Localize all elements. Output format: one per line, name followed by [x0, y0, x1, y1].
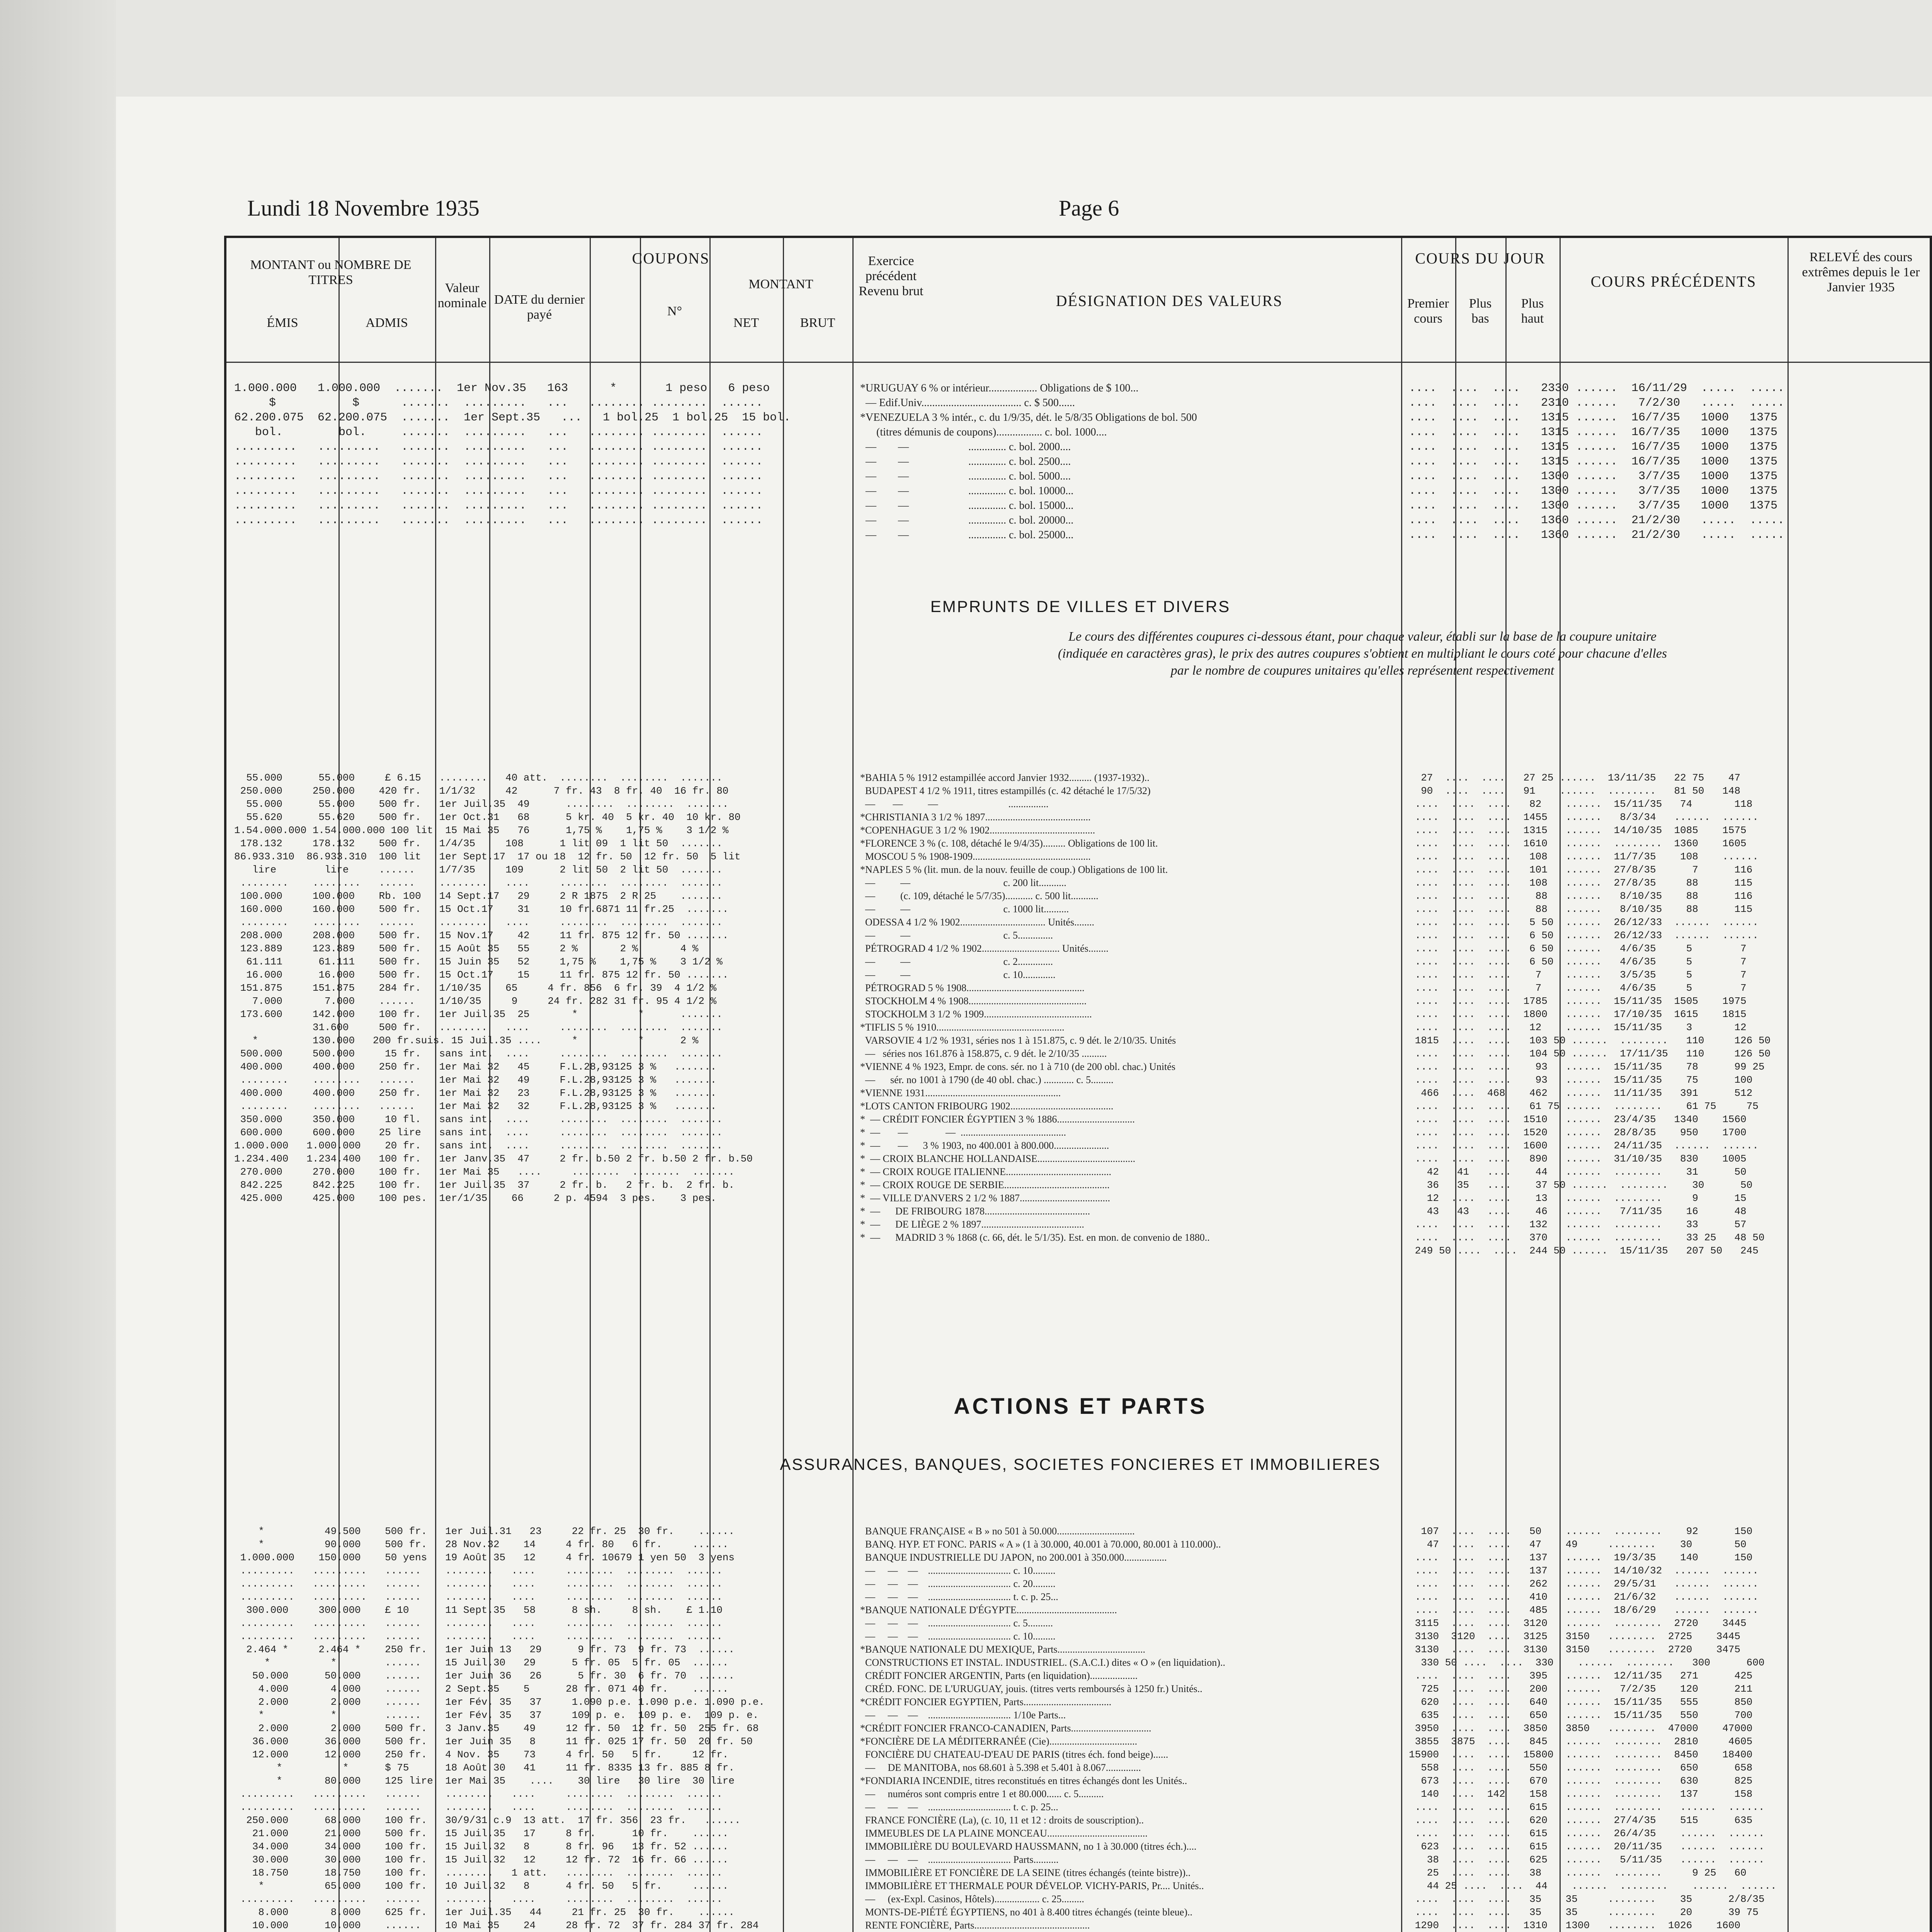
col-net: NET [733, 316, 759, 330]
col-releve: RELEVÉ des cours extrêmes depuis le 1er Janvier 1935 [1802, 250, 1920, 295]
col-admis: ADMIS [366, 316, 408, 330]
rule [1401, 238, 1402, 1932]
col-plus-haut: Plus haut [1521, 296, 1544, 326]
rule [1787, 238, 1789, 1932]
section-assurances: ASSURANCES, BANQUES, SOCIETES FONCIERES ET IMMOBILIERES [780, 1455, 1381, 1473]
col-exercice: Exercice précédent Revenu brut [859, 254, 923, 299]
col-brut: BRUT [800, 316, 835, 330]
block3-designation: BANQUE FRANÇAISE « B » no 501 à 50.000............................... BANQ. HYP. ET FONC. PARIS « A » (1 à 30.000, 40.001 à 70.000, 80.001 à 110.000).. BANQUE INDUSTRIELLE DU JAPON, no 200.001 à 350.000................. — — — ................................. c. 10......... — — — ................................. c. 20......... — — — ................................. t. c. p. 25... *BANQUE NATIONALE D'ÉGYPTE........................................ — — — ................................. c. 5.......... — — — ................................. c. 10......... *BANQUE NATIONALE DU MEXIQUE, Parts................................... CONSTRUCTIONS ET INSTAL. INDUSTRIEL. (S.A.C.I.) dites « O » (en liquidation).. CRÉDIT FONCIER ARGENTIN, Parts (en liquidation)................... CRÉD. FONC. DE L'URUGUAY, jouis. (titres verts remboursés à 1250 fr.) Unités.. *CRÉDIT FONCIER EGYPTIEN, Parts................................... — — — ................................. 1/10e Parts... *CRÉDIT FONCIER FRANCO-CANADIEN, Parts................................ *FONCIÈRE DE LA MÉDITERRANÉE (Cie)................................... FONCIÈRE DU CHATEAU-D'EAU DE PARIS (titres éch. fond beige)...... — DE MANITOBA, nos 68.601 à 5.398 et 5.401 à 8.067.............. *FONDIARIA INCENDIE, titres reconstitués en titres échangés dont les Unités.. — numéros sont compris entre 1 et 80.000...... c. 5.......... — — — ................................. t. c. p. 25... FRANCE FONCIÈRE (La), (c. 10, 11 et 12 : droits de souscription).. IMMEUBLES DE LA PLAINE MONCEAU........................................ IMMOBILIÈRE DU BOULEVARD HAUSSMANN, no 1 à 30.000 (titres éch.).... — — — ................................. Parts.......... IMMOBILIÈRE ET FONCIÈRE DE LA SEINE (titres échangés (teinte bistre)).. IMMOBILIÈRE ET THERMALE POUR DÉVELOP. VICHY-PARIS, Pr.... Unités.. — (ex-Expl. Casinos, Hôtels).................. c. 25......... MONTS-DE-PIÉTÉ ÉGYPTIENS, no 401 à 8.400 titres échangés (teinte bleue).. RENTE FONCIÈRE, Parts.............................................. [860, 1526, 1225, 1931]
col-num: N° [667, 304, 682, 318]
block1-right: .... .... .... 2330 ...... 16/11/29 ..... ..... .... .... .... 2310 ...... 7/2/30 ..... ..... .... .... .... 1315 ...... 16/7/35 1000 1375 .... .... .... 1315 ...... 16/7/35 1000 1375 .... .... .... 1315 ...... 16/7/35 1000 1375 .... .... .... 1315 ...... 16/7/35 1000 1375 .... .... .... 1300 ...... 3/7/35 1000 1375 .... .... .... 1300 ...... 3/7/35 1000 1375 .... .... .... 1300 ...... 3/7/35 1000 1375 .... .... .... 1360 ...... 21/2/30 ..... ..... .... .... .... 1360 ...... 21/2/30 ..... ..... [1409, 382, 1785, 542]
col-montant: MONTANT ou NOMBRE DE TITRES [250, 258, 412, 287]
block1-left: 1.000.000 1.000.000 ....... 1er Nov.35 163 * 1 peso 6 peso $ $ ....... ......... ... ........ ........ ...... 62.200.075 62.200.075 ....... 1er Sept.35 ... 1 bol.25 1 bol.25 15 bol. bol. bol. ....... ......... ... ........ ........ ...... ......... ......... ....... ......... ... ........ ........ ...... ......... ......... ....... ......... ... ........ ........ ...... ......... ......... ....... ......... ... ........ ........ ...... ......... ......... ....... ......... ... ........ ........ ...... ......... ......... ....... ......... ... ........ ........ ...... ......... ......... ....... ......... ... ........ ........ ...... [234, 382, 791, 527]
block3-right: 107 .... .... 50 ...... ........ 92 150 47 .... .... 47 49 ........ 30 50 .... .... .... 137 ...... 19/3/35 140 150 .... .... .... 137 ...... 14/10/32 ...... ...... .... .... .... 262 ...... 29/5/31 ...... ...... .... .... .... 410 ...... 21/6/32 ...... ...... .... .... .... 485 ...... 18/6/29 ...... ...... 3115 .... .... 3120 ...... ........ 2720 3445 3130 3120 .... 3125 3150 ........ 2725 3445 3130 .... .... 3130 3150 ........ 2720 3475 330 50 .... .... 330 ...... ........ 300 600 .... .... .... 395 ...... 12/11/35 271 425 725 .... .... 200 ...... 7/2/35 120 211 620 .... .... 640 ...... 15/11/35 555 850 635 .... .... 650 ...... 15/11/35 550 700 3950 .... .... 3850 3850 ........ 47000 47000 3855 3875 .... 845 ...... ........ 2810 4605 15900 .... .... 15800 ...... ........ 8450 18400 558 .... .... 550 ...... ........ 650 658 673 .... .... 670 ...... ........ 630 825 140 .... 142 158 ...... ........ 137 158 .... .... .... 615 ...... ........ ...... ...... .... .... .... 620 ...... 27/4/35 515 635 .... .... .... 615 ...... 26/4/35 ...... ...... 623 .... .... 615 ...... 20/11/35 ...... ...... 38 .... .... 625 ...... 5/11/35 ...... ...... 25 .... .... 38 ...... ........ 9 25 60 44 25 .... .... 44 ...... ........ ...... ...... .... .... .... 35 35 ........ 35 2/8/35 .... .... .... 35 35 ........ 20 39 75 1290 .... .... 1310 1300 ........ 1026 1600 [1409, 1526, 1777, 1931]
rule [852, 238, 854, 1932]
col-coupons: COUPONS [632, 250, 710, 267]
section-actions: ACTIONS ET PARTS [954, 1394, 1207, 1419]
block3-left: * 49.500 500 fr. 1er Juil.31 23 22 fr. 25 30 fr. ...... * 90.000 500 fr. 28 Nov.32 14 4 fr. 80 6 fr. ...... 1.000.000 150.000 50 yens 19 Août 35 12 4 fr. 10679 1 yen 50 3 yens ......... ......... ...... ........ .... ........ ........ ...... ......... ......... ...... ........ .... ........ ........ ...... ......... ......... ...... ........ .... ........ ........ ...... 300.000 300.000 £ 10 11 Sept.35 58 8 sh. 8 sh. £ 1.10 ......... ......... ...... ........ .... ........ ........ ...... ......... ......... ...... ........ .... ........ ........ ...... 2.464 * 2.464 * 250 fr. 1er Juin 13 29 9 fr. 73 9 fr. 73 ...... * * ...... 15 Juil.30 29 5 fr. 05 5 fr. 05 ...... 50.000 50.000 ...... 1er Juin 36 26 5 fr. 30 6 fr. 70 ...... 4.000 4.000 ...... 2 Sept.35 5 28 fr. 071 40 fr. ...... 2.000 2.000 ...... 1er Fév. 35 37 1.090 p.e. 1.090 p.e. 1.090 p.e. * * ...... 1er Fév. 35 37 109 p. e. 109 p. e. 109 p. e. 2.000 2.000 500 fr. 3 Janv.35 49 12 fr. 50 12 fr. 50 255 fr. 68 36.000 36.000 500 fr. 1er Juin 35 8 11 fr. 025 17 fr. 50 20 fr. 50 12.000 12.000 250 fr. 4 Nov. 35 73 4 fr. 50 5 fr. 12 fr. * * $ 75 18 Août 30 41 11 fr. 8335 13 fr. 885 8 fr. * 80.000 125 lire 1er Mai 35 .... 30 lire 30 lire 30 lire ......... ......... ...... ........ .... ........ ........ ...... ......... ......... ...... ........ .... ........ ........ ...... 250.000 68.000 100 fr. 30/9/31 c.9 13 att. 17 fr. 356 23 fr. ...... 21.000 21.000 500 fr. 15 Juil.35 17 8 fr. 10 fr. ...... 34.000 34.000 100 fr. 15 Juil.32 8 8 fr. 96 13 fr. 52 ...... 30.000 30.000 100 fr. 15 Juil.32 12 12 fr. 72 16 fr. 66 ...... 18.750 18.750 100 fr. ........ 1 att. ........ ........ ...... * 65.000 100 fr. 10 Juil.32 8 4 fr. 50 5 fr. ...... ......... ......... ...... ........ .... ........ ........ ...... 8.000 8.000 625 fr. 1er Juil.35 44 21 fr. 25 30 fr. ...... 10.000 10.000 ...... 10 Mai 35 24 28 fr. 72 37 fr. 284 37 fr. 284 [240, 1526, 765, 1931]
col-montant-coupon: MONTANT [748, 277, 813, 291]
col-plus-bas: Plus bas [1469, 296, 1492, 326]
col-designation: DÉSIGNATION DES VALEURS [1056, 292, 1283, 310]
col-valeur: Valeur nominale [437, 281, 487, 311]
block2-left: 55.000 55.000 £ 6.15 ........ 40 att. ........ ........ ....... 250.000 250.000 420 fr. 1/1/32 42 7 fr. 43 8 fr. 40 16 fr. 80 55.000 55.000 500 fr. 1er Juil.35 49 ........ ........ ....... 55.620 55.620 500 fr. 1er Oct.31 68 5 kr. 40 5 kr. 40 10 kr. 80 1.54.000.000 1.54.000.000 100 lit 15 Mai 35 76 1,75 % 1,75 % 3 1/2 % 178.132 178.132 500 fr. 1/4/35 108 1 lit 09 1 lit 50 ....... 86.933.310 86.933.310 100 lit 1er Sept.17 17 ou 18 12 fr. 50 12 fr. 50 5 lit lire lire ...... 1/7/35 109 2 lit 50 2 lit 50 ....... ........ ........ ...... ........ .... ........ ........ ....... 100.000 100.000 Rb. 100 14 Sept.17 29 2 R 1875 2 R 25 ....... 160.000 160.000 500 fr. 15 Oct.17 31 10 fr.6871 11 fr.25 ....... ........ ........ ...... ........ .... ........ ........ ....... 208.000 208.000 500 fr. 15 Nov.17 42 11 fr. 875 12 fr. 50 ....... 123.889 123.889 500 fr. 15 Août 35 55 2 % 2 % 4 % 61.111 61.111 500 fr. 15 Juin 35 52 1,75 % 1,75 % 3 1/2 % 16.000 16.000 500 fr. 15 Oct.17 15 11 fr. 875 12 fr. 50 ....... 151.875 151.875 284 fr. 1/10/35 65 4 fr. 856 6 fr. 39 4 1/2 % 7.000 7.000 ...... 1/10/35 9 24 fr. 282 31 fr. 95 4 1/2 % 173.600 142.000 100 fr. 1er Juil.35 25 * * ....... 31.600 500 fr. ........ .... ........ ........ ....... * 130.000 200 fr.suis. 15 Juil.35 .... * * 2 % 500.000 500.000 15 fr. sans int. .... ........ ........ ....... 400.000 400.000 250 fr. 1er Mai 32 45 F.L.28,93125 3 % ....... ........ ........ ...... 1er Mai 32 49 F.L.28,93125 3 % ....... 400.000 400.000 250 fr. 1er Mai 32 23 F.L.28,93125 3 % ....... ........ ........ ...... 1er Mai 32 32 F.L.28,93125 3 % ....... 350.000 350.000 10 fl. sans int. .... ........ ........ ....... 600.000 600.000 25 lire sans int. .... ........ ........ ....... 1.000.000 1.000.000 20 fr. sans int. .... ........ ........ ....... 1.234.400 1.234.400 100 fr. 1er Janv.35 47 2 fr. b.50 2 fr. b.50 2 fr. b.50 270.000 270.000 100 fr. 1er Mai 35 .... ........ ........ ....... 842.225 842.225 100 fr. 1er Juil.35 37 2 fr. b. 2 fr. b. 2 fr. b. 425.000 425.000 100 pes. 1er/1/35 66 2 p. 4594 3 pes. 3 pes. [234, 772, 753, 1204]
col-premier: Premier cours [1407, 296, 1449, 326]
col-date: DATE du dernier payé [494, 293, 585, 322]
col-emis: ÉMIS [267, 316, 298, 330]
block2-designation: *BAHIA 5 % 1912 estampillée accord Janvier 1932......... (1937-1932).. BUDAPEST 4 1/2 % 1911, titres estampillés (c. 42 détaché le 17/5/32) — — — ................ *CHRISTIANIA 3 1/2 % 1897.......................................... *COPENHAGUE 3 1/2 % 1902.......................................... *FLORENCE 3 % (c. 108, détaché le 9/4/35)......... Obligations de 100 lit. MOSCOU 5 % 1908-1909............................................... *NAPLES 5 % (lit. mun. de la nouv. feuille de coup.) Obligations de 100 lit. — — c. 200 lit........... — (c. 109, détaché le 5/7/35)........... c. 500 lit........... — — c. 1000 lit.......... ODESSA 4 1/2 % 1902.................................. Unités........ — — c. 5.............. PÉTROGRAD 4 1/2 % 1902............................... Unités........ — — c. 2.............. — — c. 10............. PÉTROGRAD 5 % 1908............................................... STOCKHOLM 4 % 1908............................................... STOCKHOLM 3 1/2 % 1909........................................... *TIFLIS 5 % 1910................................................... VARSOVIE 4 1/2 % 1931, séries nos 1 à 151.875, c. 9 dét. le 2/10/35. Unités — séries nos 161.876 à 158.875, c. 9 dét. le 2/10/35 .......... *VIENNE 4 % 1923, Empr. de cons. sér. no 1 à 710 (de 200 obl. chac.) Unités — sér. no 1001 à 1790 (de 40 obl. chac.) ............ c. 5......... *VIENNE 1931...................................................... *LOTS CANTON FRIBOURG 1902......................................... * — CRÉDIT FONCIER ÉGYPTIEN 3 % 1886............................... * — — — .......................................... * — — 3 % 1903, no 400.001 à 800.000...................... * — CROIX BLANCHE HOLLANDAISE....................................... * — CROIX ROUGE ITALIENNE.......................................... * — CROIX ROUGE DE SERBIE.......................................... * — VILLE D'ANVERS 2 1/2 % 1887.................................... * — DE FRIBOURG 1878.......................................... * — DE LIÈGE 2 % 1897......................................... * — MADRID 3 % 1868 (c. 66, dét. le 5/1/35). Est. en mon. de convenio de 1880.. [860, 772, 1210, 1243]
header-rule [226, 362, 1930, 363]
page-number: Page 6 [1059, 196, 1119, 221]
block2-right: 27 .... .... 27 25 ...... 13/11/35 22 75 47 90 .... .... 91 ...... ........ 81 50 148 .... .... .... 82 ...... 15/11/35 74 118 .... .... .... 1455 ...... 8/3/34 ...... ...... .... .... .... 1315 ...... 14/10/35 1085 1575 .... .... .... 1610 ...... ........ 1360 1605 .... .... .... 108 ...... 11/7/35 108 ...... .... .... .... 101 ...... 27/8/35 7 116 .... .... .... 108 ...... 27/8/35 88 115 .... .... .... 88 ...... 8/10/35 88 116 .... .... .... 88 ...... 8/10/35 88 115 .... .... .... 5 50 ...... 26/12/33 ...... ...... .... .... .... 6 50 ...... 26/12/33 ...... ...... .... .... .... 6 50 ...... 4/6/35 5 7 .... .... .... 6 50 ...... 4/6/35 5 7 .... .... .... 7 ...... 3/5/35 5 7 .... .... .... 7 ...... 4/6/35 5 7 .... .... .... 1785 ...... 15/11/35 1505 1975 .... .... .... 1800 ...... 17/10/35 1615 1815 .... .... .... 12 ...... 15/11/35 3 12 1815 .... .... 103 50 ...... ........ 110 126 50 .... .... .... 104 50 ...... 17/11/35 110 126 50 .... .... .... 93 ...... 15/11/35 78 99 25 .... .... .... 93 ...... 15/11/35 75 100 466 .... 468 462 ...... 11/11/35 391 512 .... .... .... 61 75 ...... ........ 61 75 75 .... .... .... 1510 ...... 23/4/35 1340 1560 .... .... .... 1520 ...... 28/8/35 950 1700 .... .... .... 1600 ...... 24/11/35 ...... ...... .... .... .... 890 ...... 31/10/35 830 1005 42 41 .... 44 ...... ........ 31 50 36 35 .... 37 50 ...... ........ 30 50 12 .... .... 13 ...... ........ 9 15 43 43 .... 46 ...... 7/11/35 16 48 .... .... .... 132 ...... ........ 33 57 .... .... .... 370 ...... ........ 33 25 48 50 249 50 .... .... 244 50 ...... 15/11/35 207 50 245 [1415, 772, 1771, 1257]
section-emprunts: EMPRUNTS DE VILLES ET DIVERS [930, 597, 1231, 616]
scan-margin-left [0, 0, 116, 1932]
quotation-table [224, 236, 1932, 1932]
col-cours-jour: COURS DU JOUR [1415, 250, 1546, 267]
block1-designation: *URUGUAY 6 % or intérieur.................. Obligations de $ 100... — Edif.Univ..................................... c. $ 500...... *VENEZUELA 3 % intér., c. du 1/9/35, dét. le 5/8/35 Obligations de bol. 500 (titres démunis de coupons)................. c. bol. 1000.... — — .............. c. bol. 2000.... — — .............. c. bol. 2500.... — — .............. c. bol. 5000.... — — .............. c. bol. 10000... — — .............. c. bol. 15000... — — .............. c. bol. 20000... — — .............. c. bol. 25000... [860, 382, 1197, 541]
col-cours-precedents: COURS PRÉCÉDENTS [1590, 273, 1757, 290]
emprunts-note: Le cours des différentes coupures ci-dessous étant, pour chaque valeur, établi sur la base de la coupure unitaire (indiquée en caractères gras), le prix des autres coupures s'obtient en multipliant le cours coté pour chacune d'elles par le nombre de coupures unitaires qu'elles représentent respectivement [1058, 629, 1667, 678]
page-date: Lundi 18 Novembre 1935 [247, 196, 480, 221]
